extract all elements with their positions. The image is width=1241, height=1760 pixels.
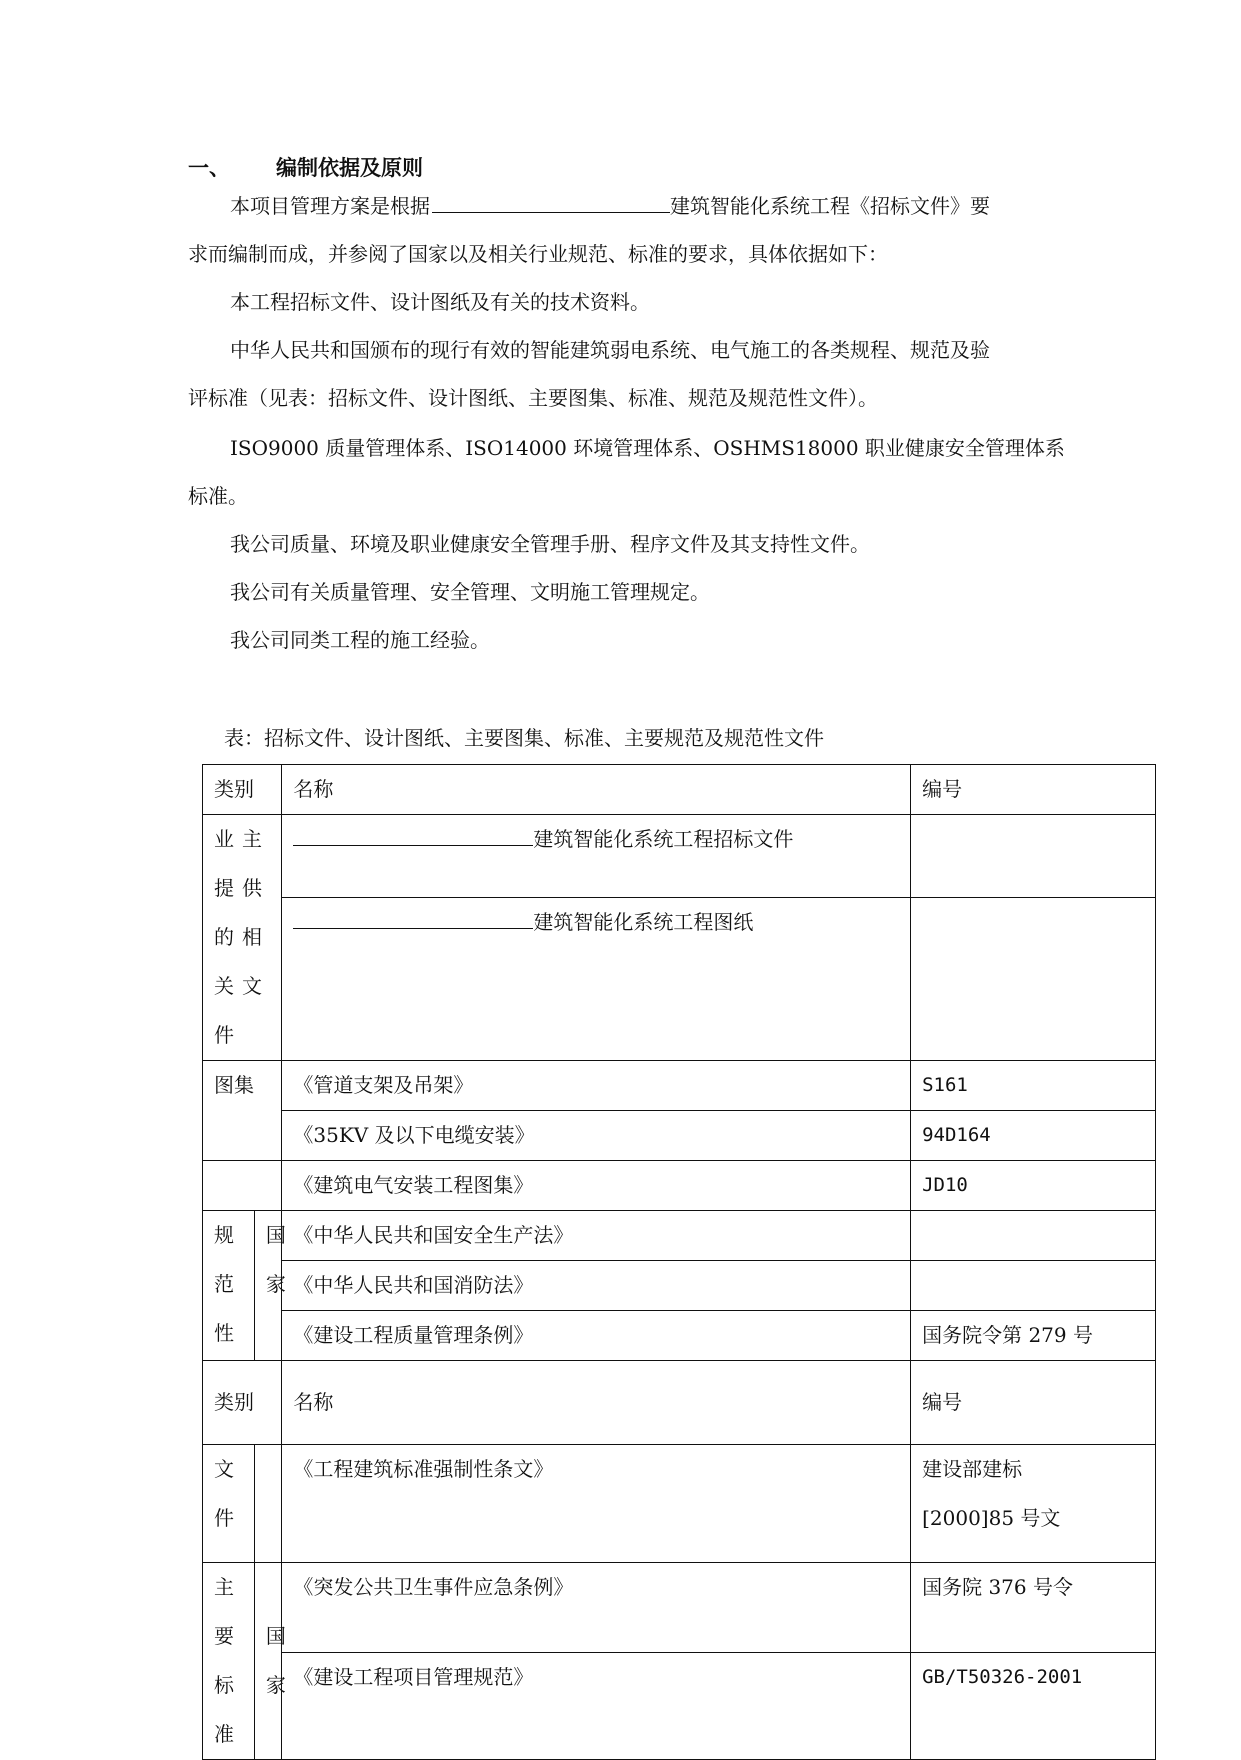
paragraph-text: 本项目管理方案是根据 bbox=[230, 194, 430, 218]
paragraph-iso-line2: 标准。 bbox=[188, 484, 248, 508]
project-name-blank bbox=[293, 821, 533, 846]
normative-category bbox=[203, 1211, 255, 1361]
project-name-blank bbox=[293, 904, 533, 929]
table-row bbox=[203, 1563, 1156, 1653]
header-name: 名称 bbox=[282, 1361, 911, 1445]
paragraph-company-manual: 我公司质量、环境及职业健康安全管理手册、程序文件及其支持性文件。 bbox=[230, 532, 870, 556]
standards-category bbox=[203, 1563, 255, 1760]
table-row bbox=[203, 1061, 1156, 1111]
standards-category-text bbox=[214, 1563, 243, 1759]
cell-text: 建筑智能化系统工程招标文件 bbox=[533, 827, 794, 851]
table-row bbox=[203, 1311, 1156, 1361]
normative-item-code bbox=[911, 1261, 1156, 1311]
code-line: 建设部建标 bbox=[922, 1457, 1023, 1481]
files-item-code bbox=[911, 1445, 1156, 1563]
atlas-item-code: 94D164 bbox=[911, 1111, 1156, 1161]
stacked-text-line: 规 bbox=[214, 1223, 234, 1247]
paragraph-regulations-line1: 中华人民共和国颁布的现行有效的智能建筑弱电系统、电气施工的各类规程、规范及验 bbox=[230, 338, 990, 362]
section-heading bbox=[188, 152, 423, 182]
paragraph-company-experience: 我公司同类工程的施工经验。 bbox=[230, 628, 490, 652]
empty-category bbox=[203, 1161, 282, 1211]
stacked-text-line: 主要 bbox=[214, 1575, 234, 1648]
owner-docs-item bbox=[282, 815, 911, 898]
code-line: [2000]85 号文 bbox=[922, 1506, 1061, 1530]
normative-category-text bbox=[214, 1211, 243, 1358]
table-row bbox=[203, 898, 1156, 1061]
atlas-item-name: 《35KV 及以下电缆安装》 bbox=[282, 1111, 911, 1161]
section-title: 编制依据及原则 bbox=[276, 156, 423, 180]
atlas-item-name: 《建筑电气安装工程图集》 bbox=[282, 1161, 911, 1211]
table-row bbox=[203, 1161, 1156, 1211]
header-code: 编号 bbox=[911, 1361, 1156, 1445]
table-row bbox=[203, 815, 1156, 898]
normative-subcategory-text bbox=[265, 1211, 286, 1309]
stacked-text-line: 国 bbox=[265, 1624, 286, 1648]
table-row bbox=[203, 1261, 1156, 1311]
stacked-text-line: 国 bbox=[265, 1223, 286, 1247]
paragraph-regulations-line2: 评标准（见表：招标文件、设计图纸、主要图集、标准、规范及规范性文件）。 bbox=[188, 386, 878, 410]
atlas-item-code: S161 bbox=[911, 1061, 1156, 1111]
standards-subcategory bbox=[254, 1563, 286, 1760]
paragraph-basis-line2: 求而编制而成，并参阅了国家以及相关行业规范、标准的要求，具体依据如下： bbox=[188, 242, 888, 266]
table-header-row bbox=[203, 765, 1156, 815]
table-row bbox=[203, 1211, 1156, 1261]
paragraph-iso-line1: ISO9000 质量管理体系、ISO14000 环境管理体系、OSHMS18000 职业健康安全管理体系 bbox=[230, 436, 1065, 460]
project-name-blank bbox=[432, 190, 670, 213]
header-code: 编号 bbox=[911, 765, 1156, 815]
standards-item-code: 国务院 376 号令 bbox=[911, 1563, 1156, 1653]
reference-table bbox=[202, 764, 1156, 1760]
files-item-name: 《工程建筑标准强制性条文》 bbox=[282, 1445, 911, 1563]
atlas-category: 图集 bbox=[203, 1061, 282, 1161]
owner-docs-item bbox=[282, 898, 911, 1061]
stacked-text-line: 家 bbox=[265, 1272, 286, 1296]
stacked-text-line: 性 bbox=[214, 1321, 234, 1345]
normative-item-name: 《中华人民共和国安全生产法》 bbox=[282, 1211, 911, 1261]
files-subcategory bbox=[254, 1445, 282, 1563]
standards-item-name: 《建设工程项目管理规范》 bbox=[282, 1653, 911, 1760]
standards-item-name: 《突发公共卫生事件应急条例》 bbox=[282, 1563, 911, 1653]
paragraph-basis-line1 bbox=[188, 182, 1058, 230]
normative-subcategory bbox=[254, 1211, 286, 1361]
files-category: 文件 bbox=[203, 1445, 255, 1563]
paragraph-company-rules: 我公司有关质量管理、安全管理、文明施工管理规定。 bbox=[230, 580, 710, 604]
stacked-text-line: 家 bbox=[265, 1673, 286, 1697]
owner-docs-category: 业主提供的相关文件 bbox=[203, 815, 282, 1061]
normative-item-code bbox=[911, 1211, 1156, 1261]
atlas-item-name: 《管道支架及吊架》 bbox=[282, 1061, 911, 1111]
table-header-row-repeat bbox=[203, 1361, 1156, 1445]
section-number: 一、 bbox=[188, 156, 230, 180]
header-category: 类别 bbox=[203, 765, 282, 815]
table-row bbox=[203, 1111, 1156, 1161]
standards-item-code: GB/T50326-2001 bbox=[911, 1653, 1156, 1760]
stacked-text-line: 范 bbox=[214, 1272, 234, 1296]
normative-item-name: 《建设工程质量管理条例》 bbox=[282, 1311, 911, 1361]
header-name: 名称 bbox=[282, 765, 911, 815]
stacked-text-line: 标准 bbox=[214, 1673, 234, 1746]
normative-item-code: 国务院令第 279 号 bbox=[911, 1311, 1156, 1361]
standards-subcategory-text bbox=[265, 1612, 286, 1710]
atlas-item-code: JD10 bbox=[911, 1161, 1156, 1211]
owner-docs-code bbox=[911, 898, 1156, 1061]
cell-text: 建筑智能化系统工程图纸 bbox=[533, 910, 754, 935]
paragraph-text: 建筑智能化系统工程《招标文件》要 bbox=[670, 194, 990, 218]
header-category: 类别 bbox=[203, 1361, 282, 1445]
paragraph-bid-docs: 本工程招标文件、设计图纸及有关的技术资料。 bbox=[230, 290, 650, 314]
table-row bbox=[203, 1445, 1156, 1563]
normative-item-name: 《中华人民共和国消防法》 bbox=[282, 1261, 911, 1311]
table-row bbox=[203, 1653, 1156, 1760]
table-caption: 表：招标文件、设计图纸、主要图集、标准、主要规范及规范性文件 bbox=[224, 726, 824, 750]
owner-docs-code bbox=[911, 815, 1156, 898]
